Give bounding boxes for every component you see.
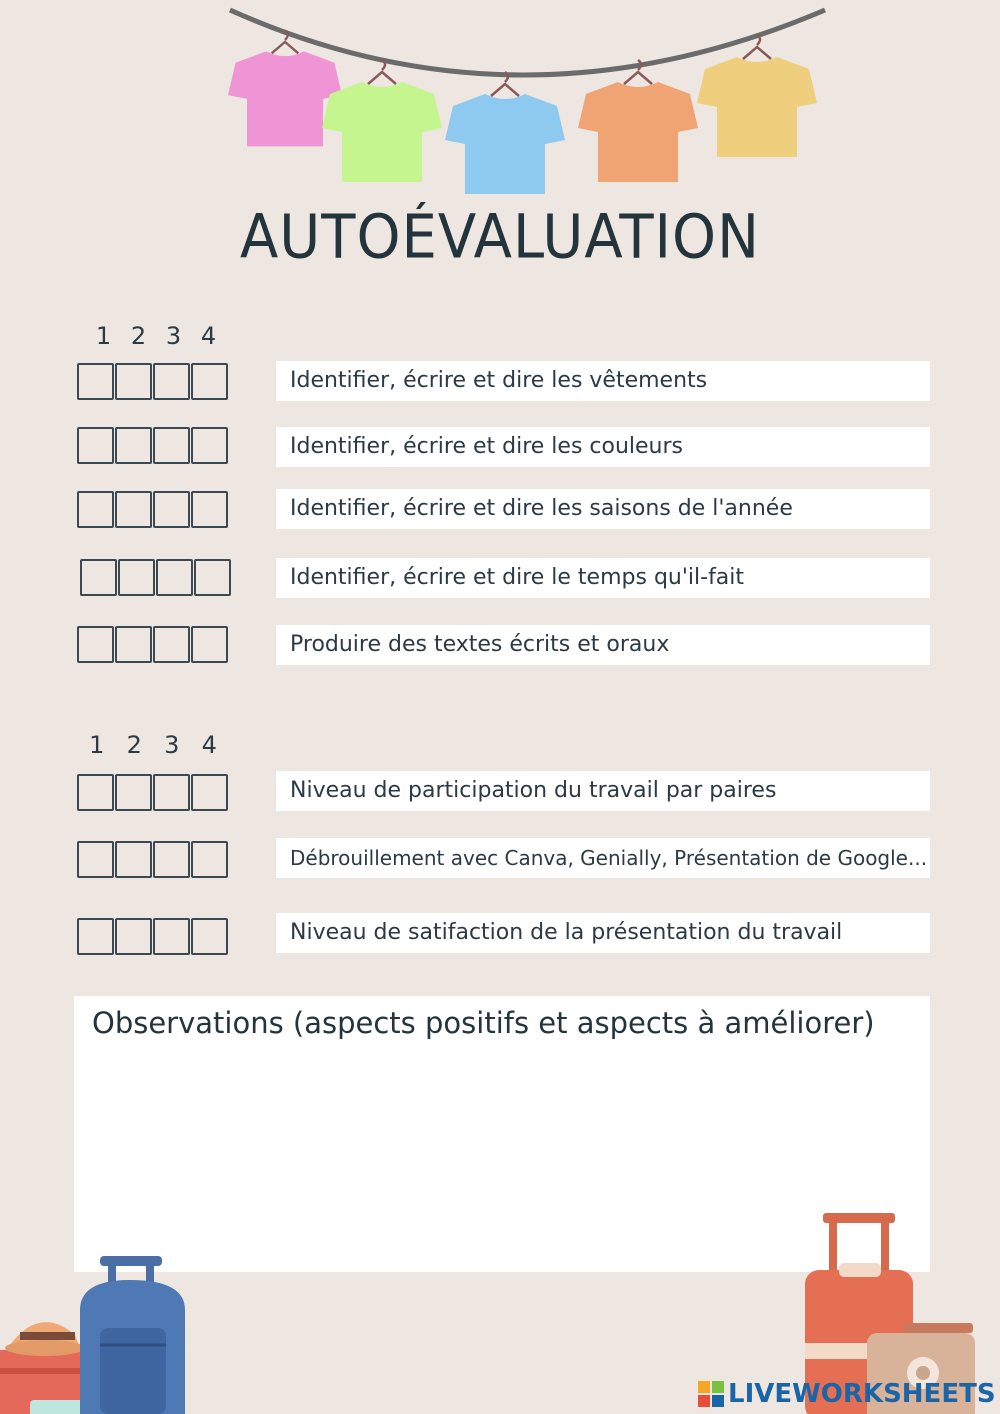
rating-box-3[interactable] (156, 559, 193, 596)
rating-box-4[interactable] (191, 427, 228, 464)
rating-boxes-row (77, 626, 229, 663)
rating-boxes-row (80, 559, 232, 596)
scale-label: 1 (95, 322, 112, 350)
rating-scale-header-2 (78, 731, 228, 759)
rating-box-1[interactable] (77, 918, 114, 955)
rating-boxes-row (77, 427, 229, 464)
rating-box-4[interactable] (191, 774, 228, 811)
rating-box-4[interactable] (191, 626, 228, 663)
rating-box-1[interactable] (80, 559, 117, 596)
criterion-label: Débrouillement avec Canva, Genially, Présentation de Google... (276, 838, 930, 878)
scale-label: 2 (130, 322, 147, 350)
scale-label: 4 (200, 322, 217, 350)
scale-label: 1 (89, 731, 105, 759)
rating-box-1[interactable] (77, 626, 114, 663)
criterion-label: Produire des textes écrits et oraux (276, 625, 930, 665)
rating-scale-header-1 (86, 322, 226, 350)
tshirt-icon (322, 60, 442, 182)
rating-boxes-row (77, 363, 229, 400)
rating-box-4[interactable] (191, 918, 228, 955)
rating-box-2[interactable] (115, 841, 152, 878)
clothesline-illustration (0, 0, 1000, 210)
rating-box-2[interactable] (115, 918, 152, 955)
rating-box-3[interactable] (153, 841, 190, 878)
rating-box-1[interactable] (77, 774, 114, 811)
scale-label: 3 (164, 731, 180, 759)
page-title: AUTOÉVALUATION (239, 202, 761, 273)
tshirt-icon (445, 72, 565, 194)
rating-box-1[interactable] (77, 491, 114, 528)
observations-input[interactable] (92, 1056, 916, 1260)
criterion-label: Identifier, écrire et dire le temps qu'il-fait (276, 558, 930, 598)
rating-box-3[interactable] (153, 774, 190, 811)
observations-title: Observations (aspects positifs et aspects à améliorer) (92, 1006, 875, 1040)
criterion-label: Identifier, écrire et dire les saisons de l'année (276, 489, 930, 529)
rating-box-2[interactable] (115, 363, 152, 400)
rating-box-1[interactable] (77, 427, 114, 464)
rating-box-4[interactable] (191, 491, 228, 528)
rating-boxes-row (77, 491, 229, 528)
brand-name: LIVEWORKSHEETS (728, 1379, 996, 1409)
tshirt-icon (697, 35, 817, 157)
scale-label: 2 (126, 731, 142, 759)
rating-box-3[interactable] (153, 427, 190, 464)
rating-box-2[interactable] (115, 427, 152, 464)
rating-box-3[interactable] (153, 626, 190, 663)
rating-box-3[interactable] (153, 491, 190, 528)
rating-box-1[interactable] (77, 363, 114, 400)
rating-box-3[interactable] (153, 363, 190, 400)
liveworksheets-logo-icon (698, 1381, 724, 1407)
rating-box-2[interactable] (115, 774, 152, 811)
scale-label: 3 (165, 322, 182, 350)
rating-boxes-row (77, 841, 229, 878)
criterion-label: Niveau de satifaction de la présentation du travail (276, 913, 930, 953)
rating-boxes-row (77, 774, 229, 811)
criterion-label: Identifier, écrire et dire les couleurs (276, 427, 930, 467)
criterion-label: Niveau de participation du travail par paires (276, 771, 930, 811)
rating-box-4[interactable] (191, 841, 228, 878)
rating-boxes-row (77, 918, 229, 955)
criterion-label: Identifier, écrire et dire les vêtements (276, 361, 930, 401)
rating-box-4[interactable] (191, 363, 228, 400)
rating-box-1[interactable] (77, 841, 114, 878)
rating-box-4[interactable] (194, 559, 231, 596)
scale-label: 4 (201, 731, 217, 759)
liveworksheets-logo (698, 1378, 996, 1410)
rating-box-2[interactable] (118, 559, 155, 596)
rating-box-2[interactable] (115, 626, 152, 663)
rating-box-2[interactable] (115, 491, 152, 528)
tshirt-icon (578, 60, 698, 182)
luggage-illustration-left (0, 1250, 200, 1414)
rating-box-3[interactable] (153, 918, 190, 955)
